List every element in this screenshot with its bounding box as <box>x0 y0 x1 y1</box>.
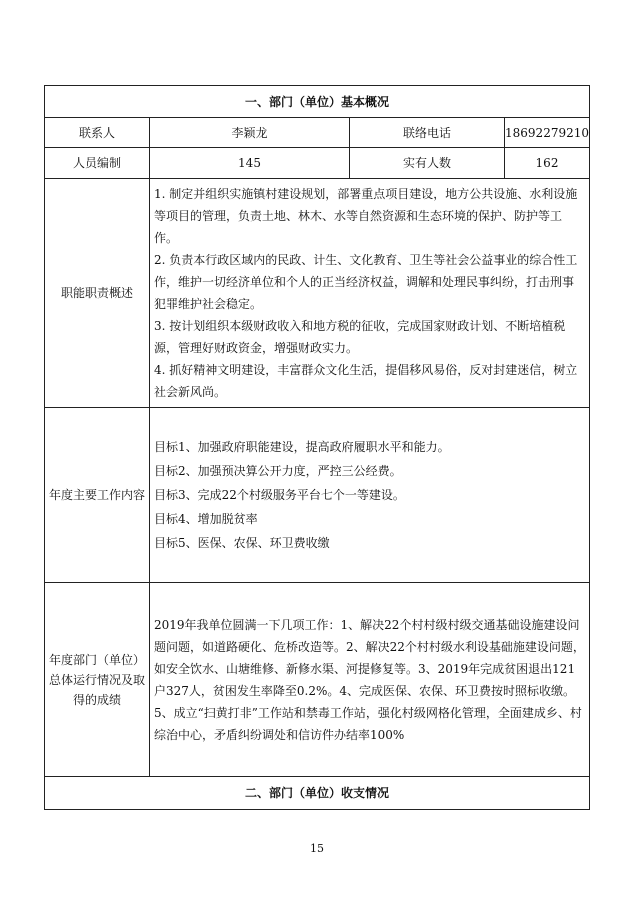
contact-value: 李颖龙 <box>150 118 350 148</box>
annual-goals <box>150 408 590 583</box>
goal-item: 目标3、完成22个村级服务平台七个一等建设。 <box>154 488 405 502</box>
page-number: 15 <box>310 842 324 855</box>
planned-staff-label: 人员编制 <box>45 148 150 179</box>
goal-item: 目标4、增加脱贫率 <box>154 512 258 526</box>
phone-value: 18692279210 <box>505 118 590 148</box>
phone-label: 联络电话 <box>350 118 505 148</box>
planned-staff-value: 145 <box>150 148 350 179</box>
actual-staff-value: 162 <box>505 148 590 179</box>
achievements-label-line: 年度部门（单位） <box>48 652 145 667</box>
goal-item: 目标2、加强预决算公开力度，严控三公经费。 <box>154 464 402 478</box>
duty-item: 3. 按计划组织本级财政收入和地方税的征收，完成国家财政计划、不断培植税源，管理好财政资金，增强财政实力。 <box>154 319 566 355</box>
annual-work-label: 年度主要工作内容 <box>45 408 150 583</box>
section1-title: 一、部门（单位）基本概况 <box>45 86 590 118</box>
overview-table <box>44 85 590 810</box>
achievements-text: 2019年我单位圆满一下几项工作：1、解决22个村村级村级交通基础设施建设问题问题，如道路硬化、危桥改造等。2、解决22个村村级水利设基础施建设问题，如安全饮水、山塘维修、新修水渠、河提修复等。3、2019年完成贫困退出121户327人，贫困发生率降至0.2%。4、完成医保、农保、环卫费按时照标收缴。5、成立“扫黄打非”工作站和禁毒工作站，强化村级网格化管理，全面建成乡、村综治中心，矛盾纠纷调处和信访件办结率100% <box>154 617 585 742</box>
achievements-label <box>45 583 150 777</box>
goal-item: 目标5、医保、农保、环卫费收缴 <box>154 536 330 550</box>
achievements-label-line: 总体运行情况及取 <box>48 672 145 687</box>
duties-content <box>150 179 590 408</box>
achievements-content <box>150 583 590 777</box>
goal-item: 目标1、加强政府职能建设，提高政府履职水平和能力。 <box>154 440 450 454</box>
duty-item: 1. 制定并组织实施镇村建设规划，部署重点项目建设，地方公共设施、水利设施等项目的管理，负责土地、林木、水等自然资源和生态环境的保护、防护等工作。 <box>154 187 578 245</box>
contact-label: 联系人 <box>45 118 150 148</box>
achievements-label-line: 得的成绩 <box>72 692 121 707</box>
duty-item: 2. 负责本行政区域内的民政、计生、文化教育、卫生等社会公益事业的综合性工作，维护一切经济单位和个人的正当经济权益，调解和处理民事纠纷，打击刑事犯罪维护社会稳定。 <box>154 253 578 311</box>
actual-staff-label: 实有人数 <box>350 148 505 179</box>
duty-item: 4. 抓好精神文明建设，丰富群众文化生活，提倡移风易俗，反对封建迷信，树立社会新风尚。 <box>154 363 578 399</box>
section2-title: 二、部门（单位）收支情况 <box>45 777 590 810</box>
duties-label: 职能职责概述 <box>45 179 150 408</box>
